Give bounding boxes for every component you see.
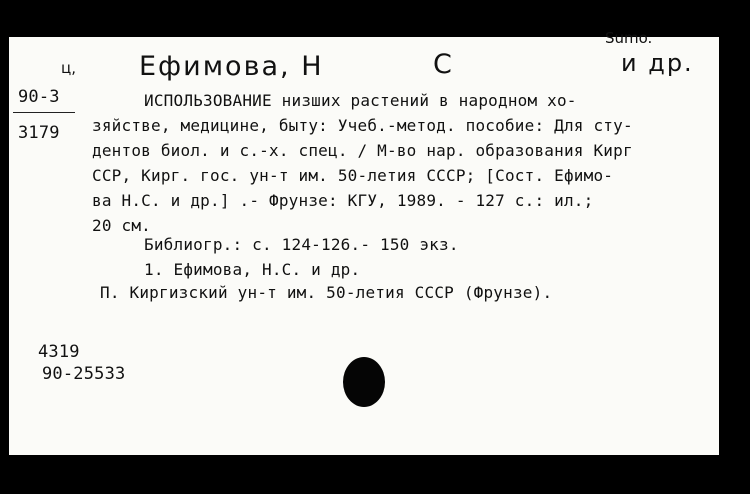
handwritten-initial: С [433,49,454,80]
body-line-4: ССР, Кирг. гос. ун-т им. 50-летия СССР; [Сост. Ефимо- [92,166,614,185]
body-line-3: дентов биол. и с.-х. спец. / М-во нар. образования Кирг [92,141,633,160]
body-line-6: 20 см. [92,216,151,235]
handwritten-et-al: и др. [621,49,694,77]
handwritten-author: Ефимова, Н [139,51,324,82]
tracing-1: 1. Ефимова, Н.С. и др. [144,260,361,279]
body-line-1: ИСПОЛЬЗОВАНИЕ низших растений в народном хо- [144,91,577,110]
handwritten-mark: ц, [61,59,76,77]
body-line-5: ва Н.С. и др.] .- Фрунзе: КГУ, 1989. - 127 с.: ил.; [92,191,594,210]
footer-number-2: 90-25533 [42,364,126,384]
body-line-2: зяйстве, медицине, быту: Учеб.-метод. пособие: Для сту- [92,116,633,135]
call-number-bottom: 3179 [18,123,60,143]
call-number-top: 90-3 [18,87,60,107]
footer-number-1: 4319 [38,342,80,362]
ink-blot [343,357,385,407]
bibliography-note: Библиогр.: с. 124-126.- 150 экз. [144,235,459,254]
call-number-divider [13,112,75,113]
tracing-2: П. Киргизский ун-т им. 50-летия СССР (Фрунзе). [100,283,553,302]
handwritten-top-right: Sumo. [605,29,653,47]
